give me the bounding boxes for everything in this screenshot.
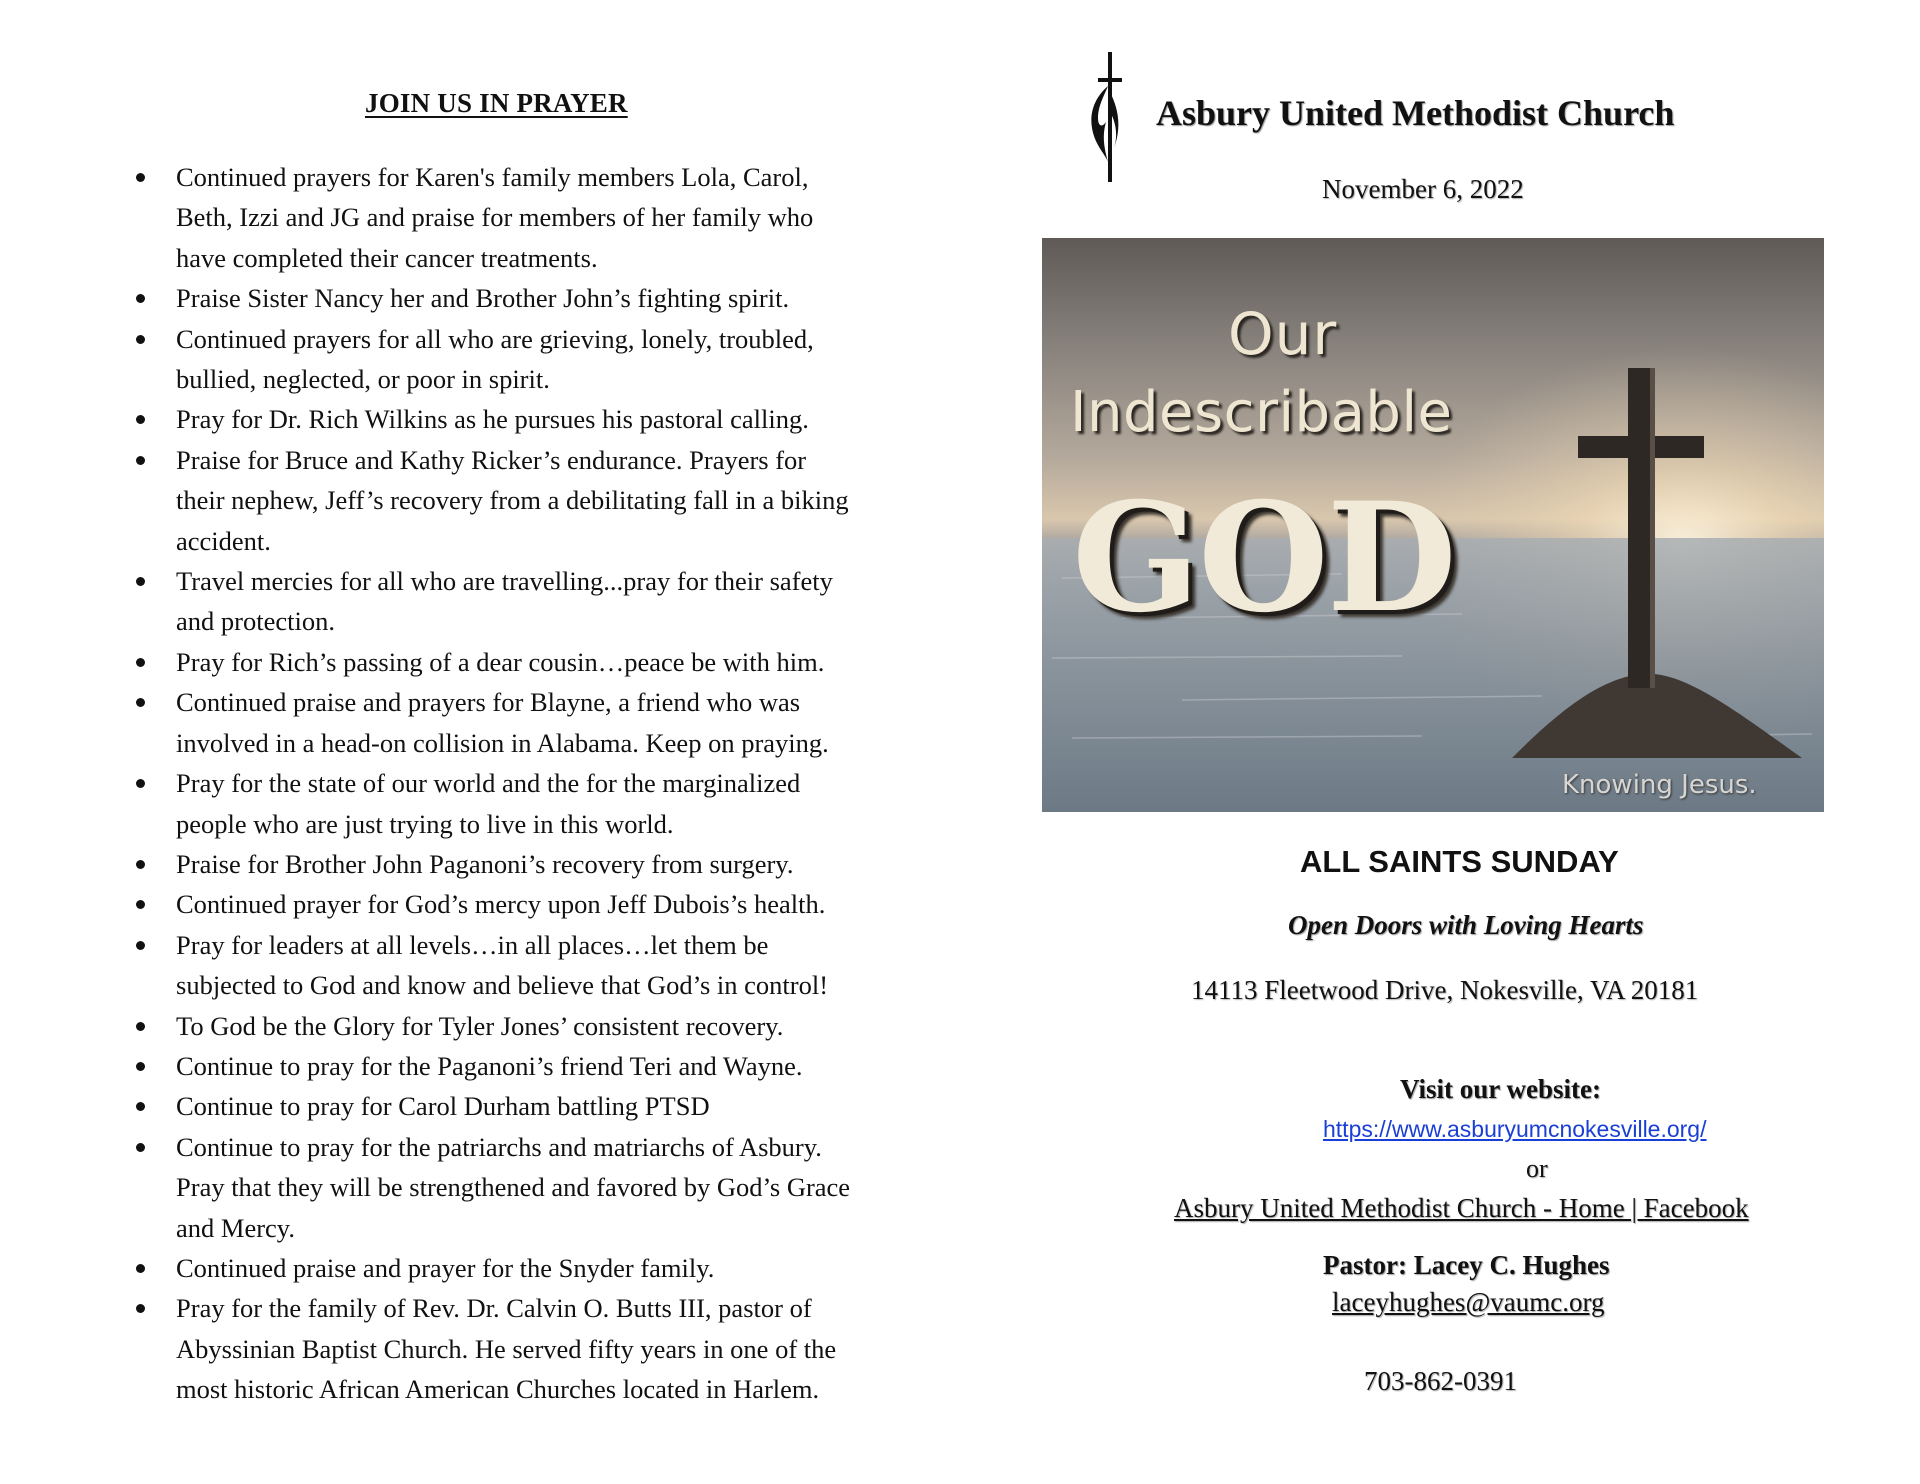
- cover-image: [1042, 238, 1824, 812]
- prayer-item-line: their nephew, Jeff’s recovery from a debilitating fall in a biking: [176, 485, 849, 516]
- prayer-item-line: Pray for Rich’s passing of a dear cousin…peace be with him.: [176, 646, 825, 677]
- prayer-item-line: most historic African American Churches located in Harlem.: [176, 1374, 820, 1405]
- prayer-item-line: bullied, neglected, or poor in spirit.: [176, 364, 550, 395]
- prayer-item-line: Continue to pray for the Paganoni’s friend Teri and Wayne.: [176, 1050, 803, 1081]
- prayer-item-line: Pray for the family of Rev. Dr. Calvin O. Butts III, pastor of: [176, 1293, 812, 1324]
- prayer-item: [128, 278, 958, 318]
- prayer-item-line: Travel mercies for all who are travelling...pray for their safety: [176, 566, 833, 597]
- prayer-item-line: people who are just trying to live in this world.: [176, 808, 674, 839]
- prayer-item: [128, 884, 958, 924]
- prayer-item-line: Pray that they will be strengthened and favored by God’s Grace: [176, 1172, 851, 1203]
- prayer-item: [128, 157, 958, 278]
- prayer-item-line: Continued praise and prayer for the Snyder family.: [176, 1252, 715, 1283]
- cover-credit: Knowing Jesus.: [1562, 770, 1757, 800]
- prayer-item: [128, 682, 958, 763]
- prayer-item-line: involved in a head-on collision in Alabama. Keep on praying.: [176, 727, 829, 758]
- prayer-item-line: Continued prayers for all who are grieving, lonely, troubled,: [176, 323, 814, 354]
- prayer-item-line: Continued prayers for Karen's family members Lola, Carol,: [176, 162, 809, 192]
- pastor-name: Pastor: Lacey C. Hughes: [1323, 1250, 1610, 1280]
- prayer-item-line: Continue to pray for the patriarchs and matriarchs of Asbury.: [176, 1131, 822, 1162]
- prayer-item-line: Pray for Dr. Rich Wilkins as he pursues his pastoral calling.: [176, 404, 809, 435]
- bulletin-cover-panel: [960, 0, 1920, 1484]
- website-link[interactable]: https://www.asburyumcnokesville.org/: [1323, 1116, 1707, 1142]
- prayer-item: [128, 1288, 958, 1409]
- service-date: November 6, 2022: [1322, 174, 1524, 204]
- prayer-item-line: Praise for Bruce and Kathy Ricker’s endurance. Prayers for: [176, 444, 807, 475]
- cover-title-our: Our: [1228, 300, 1338, 368]
- prayer-item: [128, 844, 958, 884]
- prayer-item: [128, 1127, 958, 1248]
- prayer-item-line: and Mercy.: [176, 1212, 295, 1243]
- prayer-item: [128, 642, 958, 682]
- prayer-item: [128, 925, 958, 1006]
- pastor-email-link[interactable]: laceyhughes@vaumc.org: [1332, 1287, 1605, 1317]
- or-separator: or: [1526, 1154, 1548, 1183]
- prayer-item-line: Praise for Brother John Paganoni’s recovery from surgery.: [176, 848, 794, 879]
- prayer-item: [128, 1248, 958, 1288]
- church-phone: 703-862-0391: [1364, 1366, 1517, 1396]
- church-motto: Open Doors with Loving Hearts: [1288, 910, 1644, 940]
- cross-and-flame-icon: [1084, 52, 1124, 182]
- prayer-item: [128, 1086, 958, 1126]
- church-address: 14113 Fleetwood Drive, Nokesville, VA 20181: [1191, 975, 1699, 1005]
- prayer-item-line: Praise Sister Nancy her and Brother John’s fighting spirit.: [176, 283, 790, 314]
- prayer-item-line: Continued prayer for God’s mercy upon Jeff Dubois’s health.: [176, 889, 826, 920]
- prayer-item-line: and protection.: [176, 606, 335, 637]
- website-heading: Visit our website:: [1400, 1074, 1601, 1104]
- prayer-item: [128, 1006, 958, 1046]
- prayer-item-line: Continue to pray for Carol Durham battling PTSD: [176, 1091, 710, 1122]
- prayer-item: [128, 1046, 958, 1086]
- prayer-heading: JOIN US IN PRAYER: [365, 88, 628, 118]
- prayer-item-line: To God be the Glory for Tyler Jones’ consistent recovery.: [176, 1010, 784, 1041]
- church-name: Asbury United Methodist Church: [1156, 93, 1675, 133]
- prayer-item-line: have completed their cancer treatments.: [176, 242, 598, 273]
- prayer-item-line: Pray for leaders at all levels…in all places…let them be: [176, 929, 769, 960]
- prayer-item: [128, 561, 958, 642]
- cover-title-god: GOD: [1072, 470, 1455, 646]
- prayer-item-line: subjected to God and know and believe that God’s in control!: [176, 970, 829, 1001]
- prayer-item-line: accident.: [176, 525, 271, 556]
- prayer-list: [128, 157, 958, 1410]
- prayer-item: [128, 440, 958, 561]
- prayer-item: [128, 399, 958, 439]
- cover-title-indescribable: Indescribable: [1070, 380, 1453, 445]
- prayer-item: [128, 319, 958, 400]
- service-title: ALL SAINTS SUNDAY: [1300, 844, 1619, 879]
- prayer-item-line: Beth, Izzi and JG and praise for members of her family who: [176, 202, 814, 233]
- prayer-item-line: Continued praise and prayers for Blayne, a friend who was: [176, 687, 801, 718]
- prayer-item-line: Pray for the state of our world and the for the marginalized: [176, 768, 801, 799]
- facebook-link[interactable]: Asbury United Methodist Church - Home | Facebook: [1174, 1193, 1749, 1223]
- prayer-item: [128, 763, 958, 844]
- prayer-item-line: Abyssinian Baptist Church. He served fifty years in one of the: [176, 1333, 837, 1364]
